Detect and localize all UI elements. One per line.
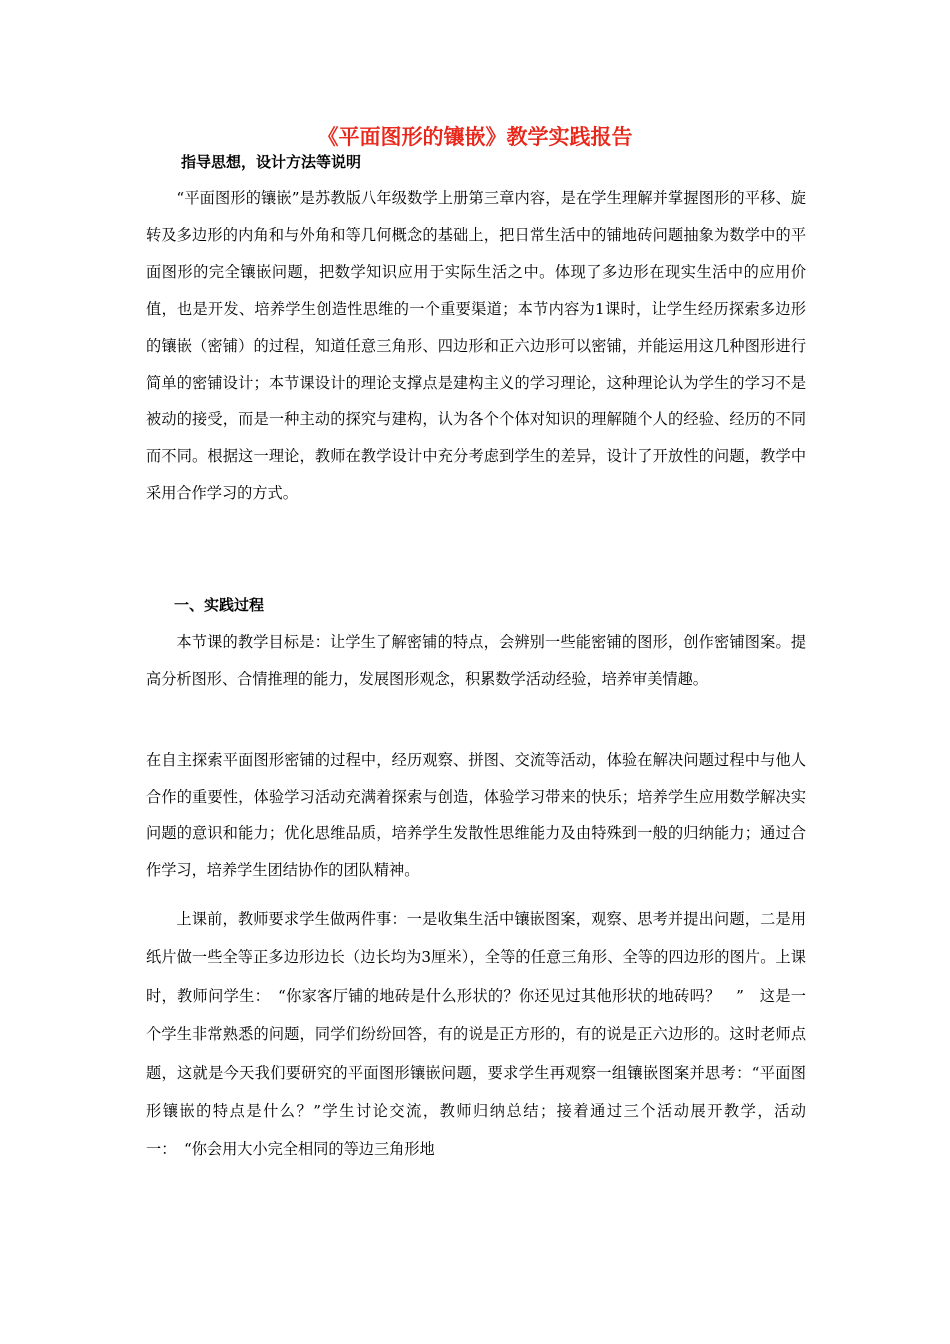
paragraph-objectives: 本节课的教学目标是：让学生了解密铺的特点，会辨别一些能密铺的图形，创作密铺图案。提高分析图形、合情推理的能力，发展图形观念，积累数学活动经验，培养审美情趣。 [146, 633, 806, 688]
section-heading-guide: 指导思想，设计方法等说明 [181, 153, 362, 171]
section-heading-process: 一、实践过程 [174, 596, 265, 614]
paragraph-lesson: 上课前，教师要求学生做两件事：一是收集生活中镶嵌图案，观察、思考并提出问题，二是用纸片做一些全等正多边形边长（边长均为3厘米），全等的任意三角形、全等的四边形的图片。上课时，教师问学生： “你家客厅铺的地砖是什么形状的？你还见过其他形状的地砖吗？ ” 这是一个学生非常熟悉的问题，同学们纷纷回答，有的说是正方形的，有的说是正六边形的。这时老师点题，这就是今天我们要研究的平面图形镶嵌问题，要求学生再观察一组镶嵌图案并思考：“平面图形镶嵌的特点是什么？”学生讨论交流，教师归纳总结；接着通过三个活动展开教学，活动一： “你会用大小完全相同的等边三角形地 [146, 910, 806, 1159]
document-title: 《平面图形的镶嵌》教学实践报告 [317, 125, 633, 149]
paragraph-guide: “平面图形的镶嵌”是苏教版八年级数学上册第三章内容，是在学生理解并掌握图形的平移、旋转及多边形的内角和与外角和等几何概念的基础上，把日常生活中的铺地砖问题抽象为数学中的平面图形的完全镶嵌问题，把数学知识应用于实际生活之中。体现了多边形在现实生活中的应用价值，也是开发、培养学生创造性思维的一个重要渠道；本节内容为1课时，让学生经历探索多边形的镶嵌（密铺）的过程，知道任意三角形、四边形和正六边形可以密铺，并能运用这几种图形进行简单的密铺设计；本节课设计的理论支撑点是建构主义的学习理论，这种理论认为学生的学习不是被动的接受，而是一种主动的探究与建构，认为各个个体对知识的理解随个人的经验、经历的不同而不同。根据这一理论，教师在教学设计中充分考虑到学生的差异，设计了开放性的问题，教学中采用合作学习的方式。 [146, 189, 806, 503]
paragraph-exploration: 在自主探索平面图形密铺的过程中，经历观察、拼图、交流等活动，体验在解决问题过程中与他人合作的重要性，体验学习活动充满着探索与创造，体验学习带来的快乐；培养学生应用数学解决实问题的意识和能力；优化思维品质，培养学生发散性思维能力及由特殊到一般的归纳能力；通过合作学习，培养学生团结协作的团队精神。 [146, 751, 806, 879]
